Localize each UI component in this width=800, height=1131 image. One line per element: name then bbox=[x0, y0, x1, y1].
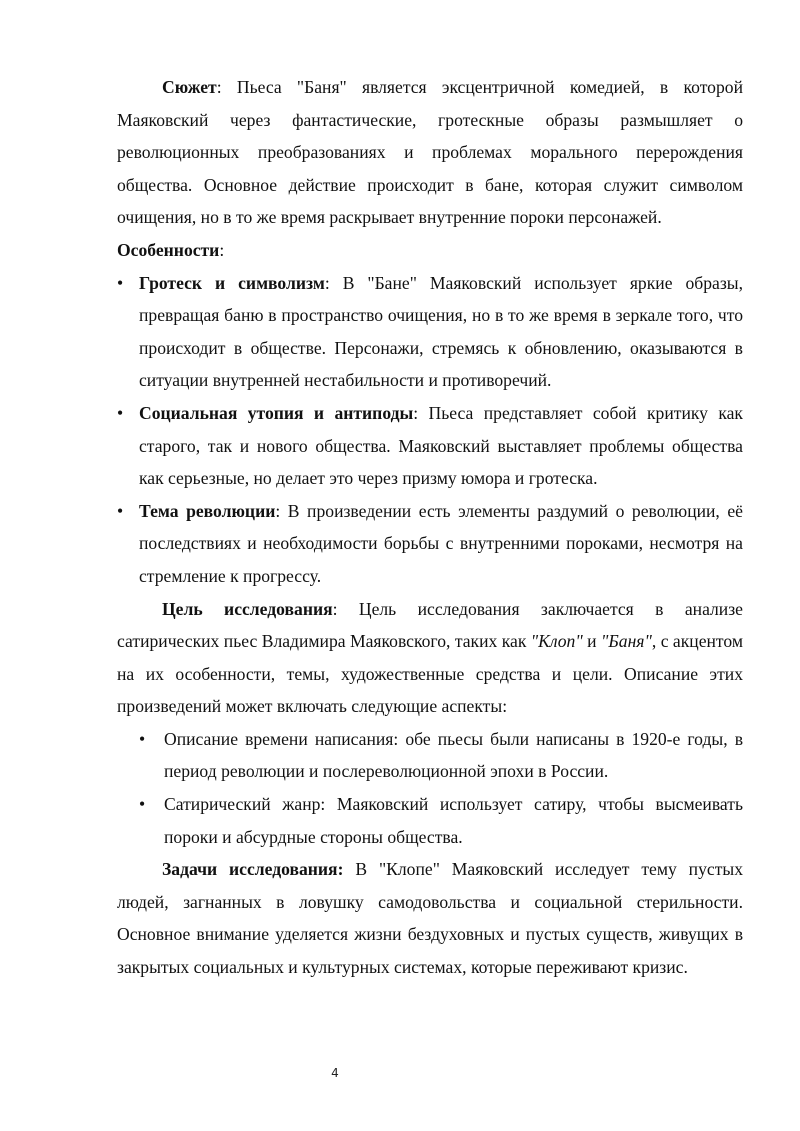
bullet-icon: • bbox=[117, 402, 124, 423]
features-heading bbox=[117, 234, 743, 267]
list-item bbox=[117, 397, 743, 495]
list-item bbox=[117, 788, 743, 853]
list-item-text: В "Бане" Маяковский использует яркие образы, превращая баню в пространство очищения, но в то же время в зеркале того, что происходит в обществе. Персонажи, стремясь к обновлению, оказываются в ситуации внутренней нестабильности и противоречий. bbox=[139, 272, 743, 391]
plot-label: Сюжет bbox=[162, 77, 217, 97]
bullet-icon: • bbox=[117, 272, 124, 293]
features-separator: : bbox=[219, 239, 225, 260]
tasks-text: В "Клопе" Маяковский исследует тему пустых людей, загнанных в ловушку самодовольства и социальной стерильности. Основное внимание уделяется жизни бездуховных и пустых существ, живущих в закрытых социальных и культурных системах, которые переживают кризис. bbox=[117, 859, 743, 978]
page-number: 4 bbox=[331, 1066, 339, 1080]
bullet-icon: • bbox=[139, 794, 146, 815]
plot-text: Пьеса "Баня" является эксцентричной комедией, в которой Маяковский через фантастические, гротескные образы размышляет о революционных преобразованиях и проблемах морального перерождения общества. Основное действие происходит в бане, которая служит символом очищения, но в то же время раскрывает внутренние пороки персонажей. bbox=[117, 77, 743, 228]
list-item bbox=[117, 495, 743, 593]
list-item bbox=[117, 267, 743, 397]
plot-separator: : bbox=[216, 77, 237, 97]
goal-text-before: Цель исследования заключается в анализе сатирических пьес Владимира Маяковского, таких как bbox=[117, 598, 743, 652]
list-item-text: Описание времени написания: обе пьесы были написаны в 1920-е годы, в период революции и послереволюционной эпохи в России. bbox=[164, 728, 743, 782]
list-item bbox=[117, 723, 743, 788]
bullet-icon: • bbox=[117, 500, 124, 521]
list-item-title: Тема революции bbox=[139, 500, 276, 521]
work-title-banya: "Баня" bbox=[601, 631, 652, 652]
list-item-separator: : bbox=[413, 402, 429, 423]
goal-separator: : bbox=[332, 598, 359, 619]
list-item-separator: : bbox=[275, 500, 288, 521]
list-item-title: Гротеск и символизм bbox=[139, 272, 325, 293]
plot-paragraph bbox=[117, 71, 743, 234]
work-title-klop: "Клоп" bbox=[530, 631, 583, 652]
document-page bbox=[117, 71, 743, 984]
features-label: Особенности bbox=[117, 239, 220, 260]
tasks-paragraph bbox=[117, 853, 743, 983]
goal-text-after: , с акцентом на их особенности, темы, художественные средства и цели. Описание этих произведений может включать следующие аспекты: bbox=[117, 631, 743, 717]
list-item-text: В произведении есть элементы раздумий о революции, её последствиях и необходимости борьбы с внутренними пороками, несмотря на стремление к прогрессу. bbox=[139, 500, 743, 586]
goal-paragraph bbox=[117, 593, 743, 723]
goal-conjunction: и bbox=[582, 631, 602, 652]
features-list bbox=[117, 267, 743, 593]
bullet-icon: • bbox=[139, 728, 146, 749]
goal-label: Цель исследования bbox=[162, 598, 333, 619]
tasks-label: Задачи исследования: bbox=[162, 859, 344, 880]
list-item-text: Сатирический жанр: Маяковский использует сатиру, чтобы высмеивать пороки и абсурдные стороны общества. bbox=[164, 794, 743, 847]
list-item-title: Социальная утопия и антиподы bbox=[139, 402, 414, 423]
list-item-separator: : bbox=[324, 272, 343, 293]
list-item-text: Пьеса представляет собой критику как старого, так и нового общества. Маяковский выставляет проблемы общества как серьезные, но делает это через призму юмора и гротеска. bbox=[139, 402, 743, 489]
goal-aspects-list bbox=[117, 723, 743, 853]
